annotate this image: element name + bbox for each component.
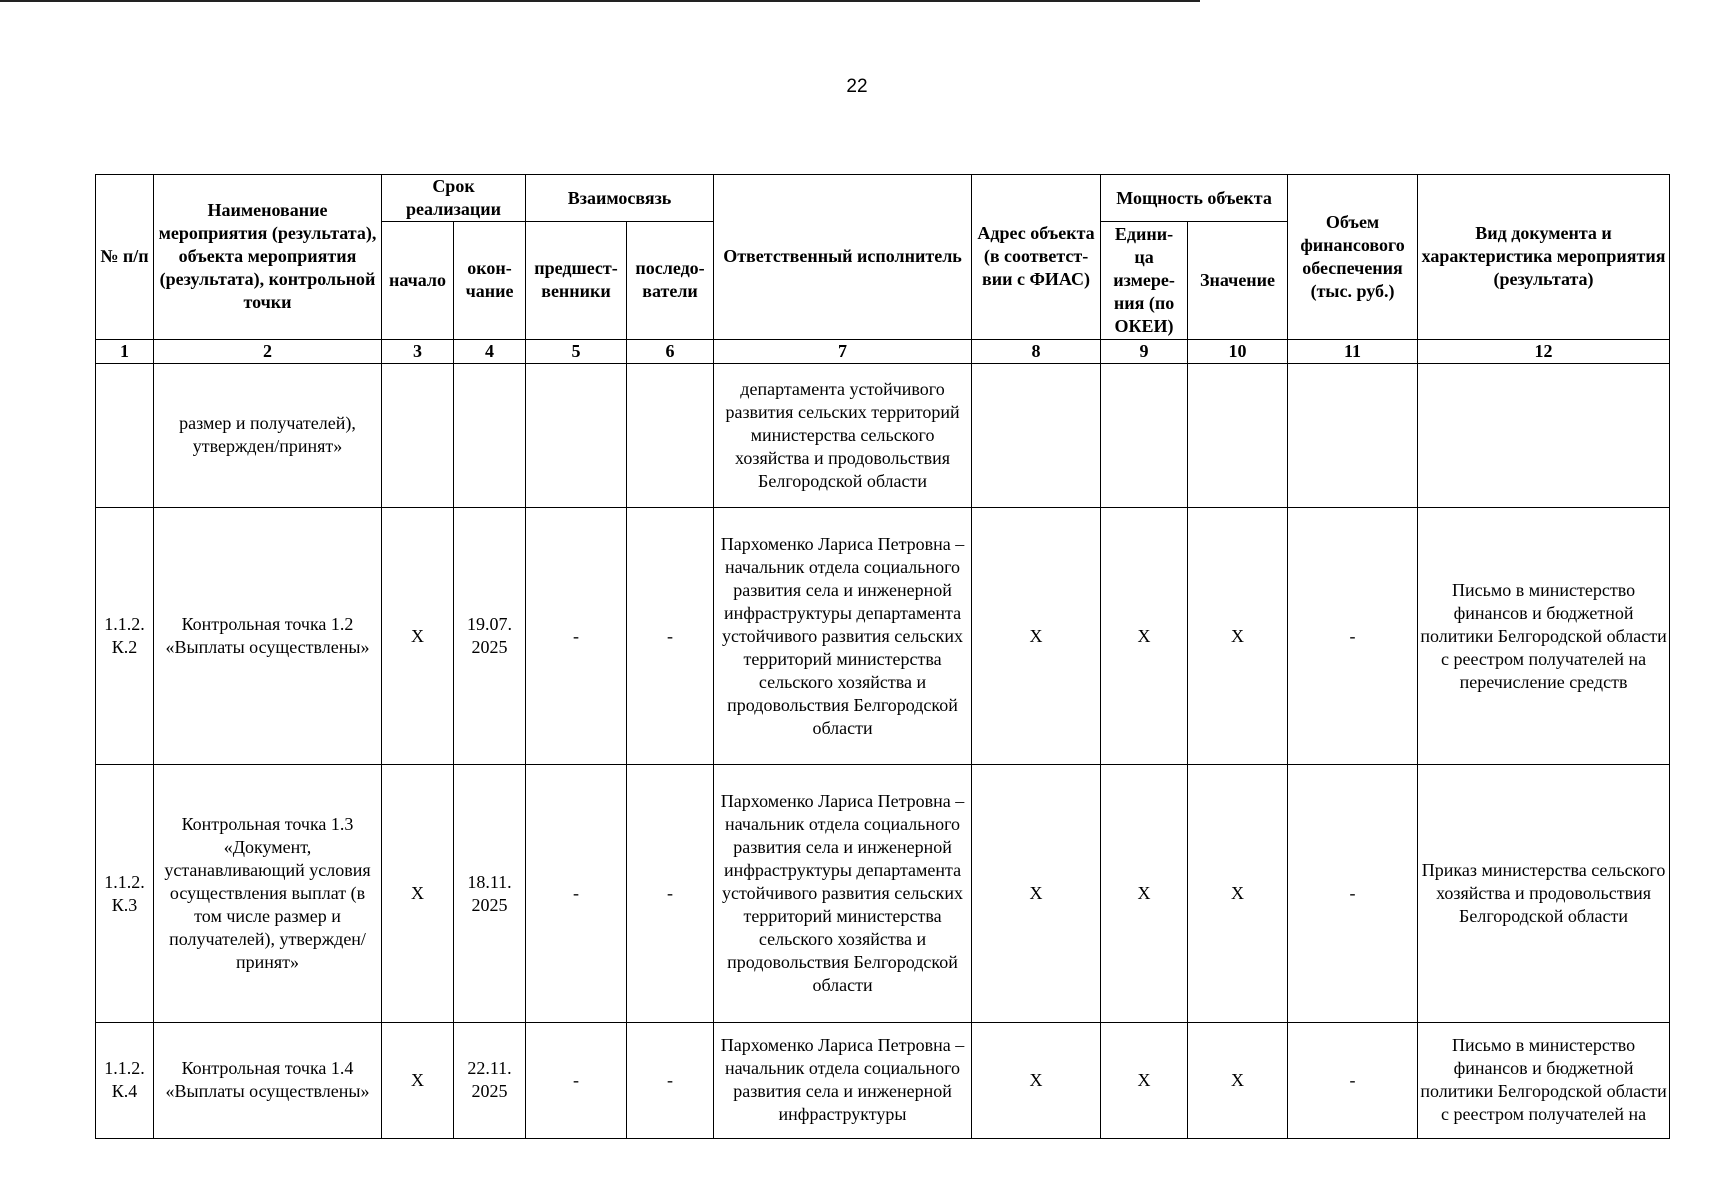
page-number: 22 xyxy=(846,76,868,97)
row-predecessors: - xyxy=(526,508,627,765)
column-number: 8 xyxy=(972,339,1101,363)
row-num: 1.1.2. К.2 xyxy=(96,508,154,765)
row-funding: - xyxy=(1288,508,1418,765)
row-value: X xyxy=(1188,1022,1288,1138)
row-start: X xyxy=(382,1022,454,1138)
plan-table xyxy=(95,174,1670,1139)
column-number: 6 xyxy=(627,339,714,363)
column-number: 4 xyxy=(454,339,526,363)
header-start: начало xyxy=(382,222,454,339)
row-successors: - xyxy=(627,1022,714,1138)
row-value: X xyxy=(1188,765,1288,1022)
row-address: X xyxy=(972,508,1101,765)
header-unit: Едини- ца измере- ния (по ОКЕИ) xyxy=(1101,222,1188,339)
row-successors xyxy=(627,363,714,507)
header-doc-type: Вид документа и характеристика мероприятия (результата) xyxy=(1418,175,1670,340)
row-doc xyxy=(1418,363,1670,507)
column-number: 1 xyxy=(96,339,154,363)
row-predecessors: - xyxy=(526,1022,627,1138)
header-predecessors: предшест- венники xyxy=(526,222,627,339)
row-start: X xyxy=(382,508,454,765)
row-unit: X xyxy=(1101,508,1188,765)
row-funding xyxy=(1288,363,1418,507)
header-responsible: Ответственный исполнитель xyxy=(714,175,972,340)
row-doc: Приказ министерства сельского хозяйства и продовольствия Белгородской области xyxy=(1418,765,1670,1022)
row-funding: - xyxy=(1288,765,1418,1022)
row-responsible: Пархоменко Лариса Петровна – начальник отдела социального развития села и инженерной инфраструктуры xyxy=(714,1022,972,1138)
column-number: 3 xyxy=(382,339,454,363)
top-border-line xyxy=(0,0,1200,2)
row-value: X xyxy=(1188,508,1288,765)
row-address xyxy=(972,363,1101,507)
row-start: X xyxy=(382,765,454,1022)
column-number: 2 xyxy=(154,339,382,363)
row-doc: Письмо в министерство финансов и бюджетной политики Белгородской области с реестром получателей на xyxy=(1418,1022,1670,1138)
column-number: 5 xyxy=(526,339,627,363)
table-row xyxy=(96,765,1670,1022)
row-end: 19.07. 2025 xyxy=(454,508,526,765)
row-end: 22.11. 2025 xyxy=(454,1022,526,1138)
table-row xyxy=(96,363,1670,507)
row-start xyxy=(382,363,454,507)
header-successors: последо- ватели xyxy=(627,222,714,339)
column-number: 9 xyxy=(1101,339,1188,363)
row-value xyxy=(1188,363,1288,507)
header-relation: Взаимосвязь xyxy=(526,175,714,222)
row-funding: - xyxy=(1288,1022,1418,1138)
row-doc: Письмо в министерство финансов и бюджетной политики Белгородской области с реестром получателей на перечисление средств xyxy=(1418,508,1670,765)
row-responsible: департамента устойчивого развития сельских территорий министерства сельского хозяйства и продовольствия Белгородской области xyxy=(714,363,972,507)
column-number: 11 xyxy=(1288,339,1418,363)
header-period: Срок реализации xyxy=(382,175,526,222)
row-end: 18.11. 2025 xyxy=(454,765,526,1022)
row-name: размер и получателей), утвержден/принят» xyxy=(154,363,382,507)
header-row-1 xyxy=(96,175,1670,222)
row-successors: - xyxy=(627,765,714,1022)
header-value: Значение xyxy=(1188,222,1288,339)
header-funding: Объем финансового обеспечения (тыс. руб.) xyxy=(1288,175,1418,340)
row-unit xyxy=(1101,363,1188,507)
row-address: X xyxy=(972,1022,1101,1138)
header-name: Наименование мероприятия (результата), объекта мероприятия (результата), контрольной точки xyxy=(154,175,382,340)
column-number: 7 xyxy=(714,339,972,363)
row-predecessors xyxy=(526,363,627,507)
header-end: окон- чание xyxy=(454,222,526,339)
row-successors: - xyxy=(627,508,714,765)
row-num xyxy=(96,363,154,507)
row-name: Контрольная точка 1.3 «Документ, устанавливающий условия осуществления выплат (в том числе размер и получателей), утвержден/принят» xyxy=(154,765,382,1022)
table-row xyxy=(96,1022,1670,1138)
column-number-row xyxy=(96,339,1670,363)
row-address: X xyxy=(972,765,1101,1022)
header-address: Адрес объекта (в соответст- вии с ФИАС) xyxy=(972,175,1101,340)
row-predecessors: - xyxy=(526,765,627,1022)
row-unit: X xyxy=(1101,1022,1188,1138)
row-unit: X xyxy=(1101,765,1188,1022)
row-responsible: Пархоменко Лариса Петровна – начальник отдела социального развития села и инженерной инфраструктуры департамента устойчивого развития сельских территорий министерства сельского хозяйства и продовольствия Белгородской области xyxy=(714,765,972,1022)
row-num: 1.1.2. К.4 xyxy=(96,1022,154,1138)
row-name: Контрольная точка 1.2 «Выплаты осуществлены» xyxy=(154,508,382,765)
row-num: 1.1.2. К.3 xyxy=(96,765,154,1022)
table-row xyxy=(96,508,1670,765)
header-num: № п/п xyxy=(96,175,154,340)
row-end xyxy=(454,363,526,507)
column-number: 12 xyxy=(1418,339,1670,363)
column-number: 10 xyxy=(1188,339,1288,363)
row-name: Контрольная точка 1.4 «Выплаты осуществлены» xyxy=(154,1022,382,1138)
header-capacity: Мощность объекта xyxy=(1101,175,1288,222)
row-responsible: Пархоменко Лариса Петровна – начальник отдела социального развития села и инженерной инфраструктуры департамента устойчивого развития сельских территорий министерства сельского хозяйства и продовольствия Белгородской области xyxy=(714,508,972,765)
